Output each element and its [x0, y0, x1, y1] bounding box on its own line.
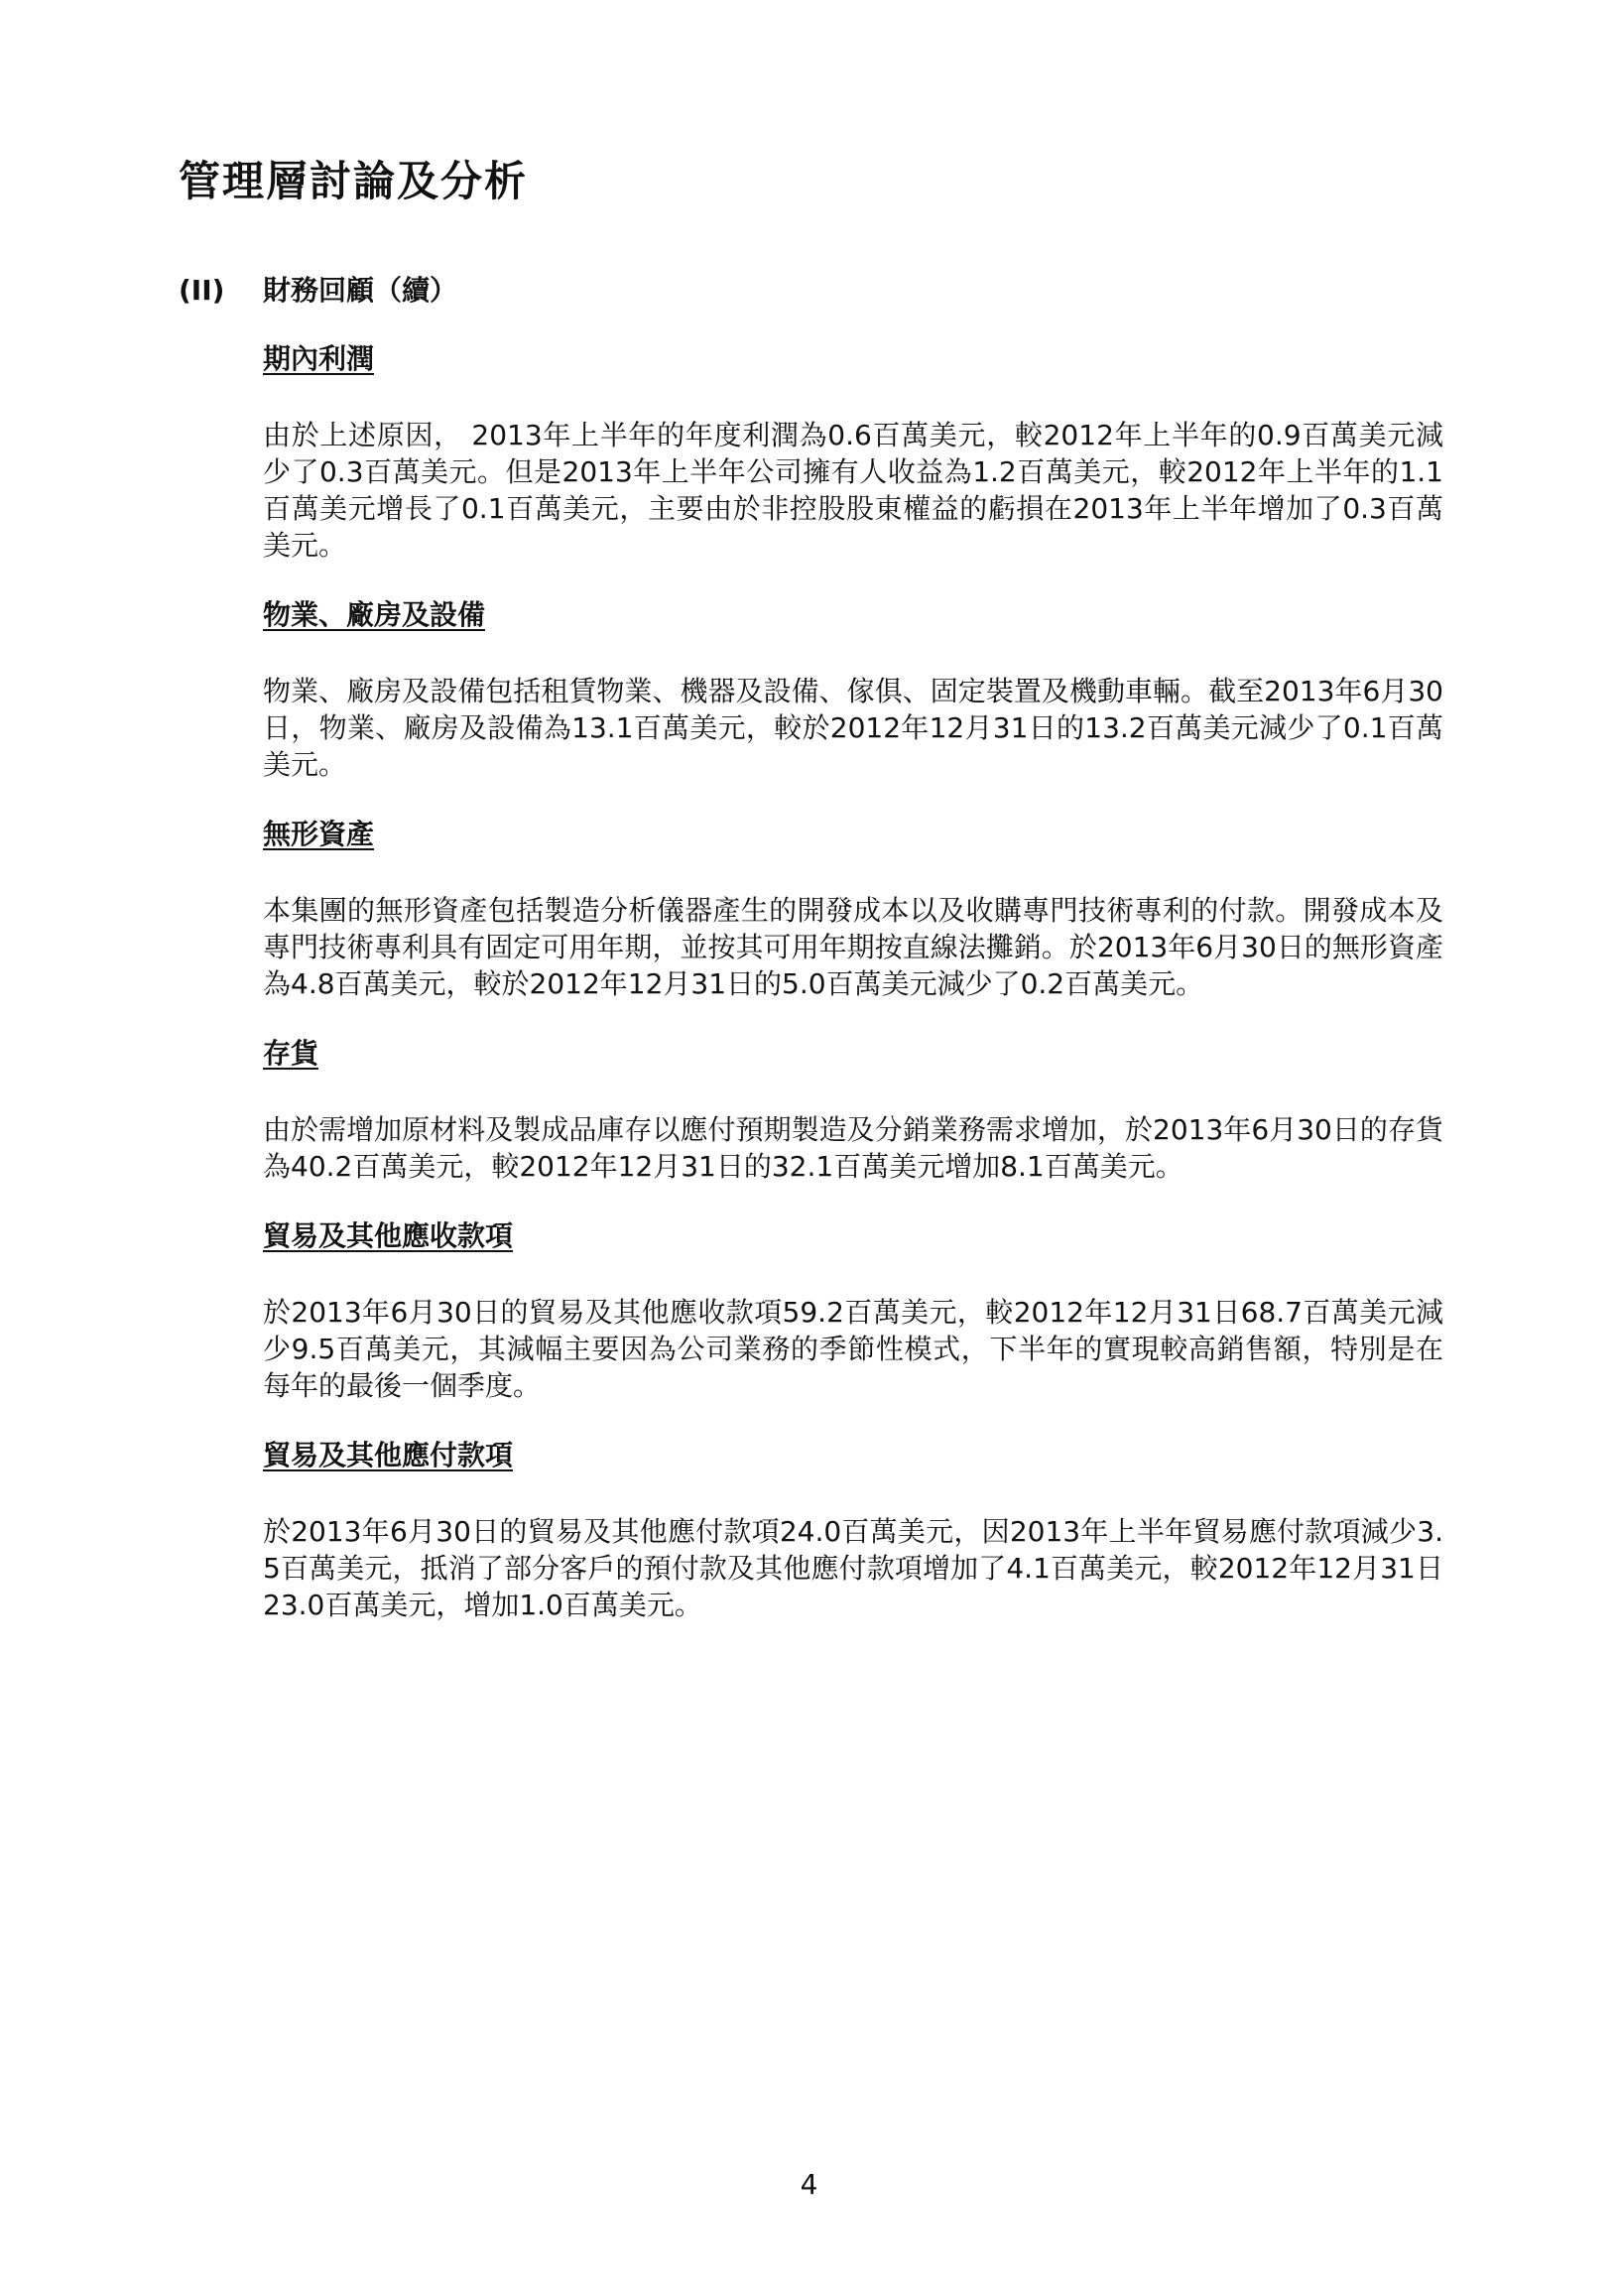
- subsection-heading: 物業、廠房及設備: [263, 598, 486, 631]
- subsection-body: 物業、廠房及設備包括租賃物業、機器及設備、傢俱、固定裝置及機動車輛。截至2013年6月30日，物業、廠房及設備為13.1百萬美元，較於2012年12月31日的13.2百萬美元減少了0.1百萬美元。: [263, 675, 1443, 781]
- subsection-heading: 貿易及其他應付款項: [263, 1439, 514, 1471]
- page-title: 管理層討論及分析: [179, 157, 529, 205]
- subsection-body: 本集團的無形資產包括製造分析儀器產生的開發成本以及收購專門技術專利的付款。開發成本及專門技術專利具有固定可用年期，並按其可用年期按直線法攤銷。於2013年6月30日的無形資產為4.8百萬美元，較於2012年12月31日的5.0百萬美元減少了0.2百萬美元。: [263, 894, 1443, 1000]
- section-header: [179, 269, 457, 309]
- subsection-property-plant-equipment: [263, 593, 1443, 783]
- subsection-body: 由於需增加原材料及製成品庫存以應付預期製造及分銷業務需求增加，於2013年6月30日的存貨為40.2百萬美元，較2012年12月31日的32.1百萬美元增加8.1百萬美元。: [263, 1113, 1443, 1183]
- subsection-inventories: [263, 1032, 1443, 1185]
- subsection-heading: 存貨: [263, 1037, 319, 1070]
- subsection-body: 於2013年6月30日的貿易及其他應收款項59.2百萬美元，較2012年12月31日68.7百萬美元減少9.5百萬美元，其減幅主要因為公司業務的季節性模式，下半年的實現較高銷售額，特別是在每年的最後一個季度。: [263, 1296, 1443, 1402]
- section-title: 財務回顧（續）: [263, 274, 458, 307]
- page-number: 4: [800, 2168, 818, 2201]
- subsection-trade-receivables: [263, 1214, 1443, 1404]
- subsection-profit: [263, 337, 1443, 564]
- subsection-heading: 期內利潤: [263, 342, 375, 375]
- subsection-trade-payables: [263, 1434, 1443, 1623]
- section-number: (II): [179, 274, 225, 307]
- subsection-heading: 貿易及其他應收款項: [263, 1219, 514, 1252]
- document-body: [263, 337, 1443, 1653]
- subsection-heading: 無形資產: [263, 818, 375, 850]
- subsection-body: 於2013年6月30日的貿易及其他應付款項24.0百萬美元，因2013年上半年貿易應付款項減少3.5百萬美元，抵消了部分客戶的預付款及其他應付款項增加了4.1百萬美元，較2012年12月31日23.0百萬美元，增加1.0百萬美元。: [263, 1515, 1443, 1621]
- subsection-body: 由於上述原因， 2013年上半年的年度利潤為0.6百萬美元，較2012年上半年的0.9百萬美元減少了0.3百萬美元。但是2013年上半年公司擁有人收益為1.2百萬美元，較2012年上半年的1.1百萬美元增長了0.1百萬美元，主要由於非控股股東權益的虧損在2013年上半年增加了0.3百萬美元。: [263, 419, 1443, 562]
- subsection-intangible-assets: [263, 813, 1443, 1002]
